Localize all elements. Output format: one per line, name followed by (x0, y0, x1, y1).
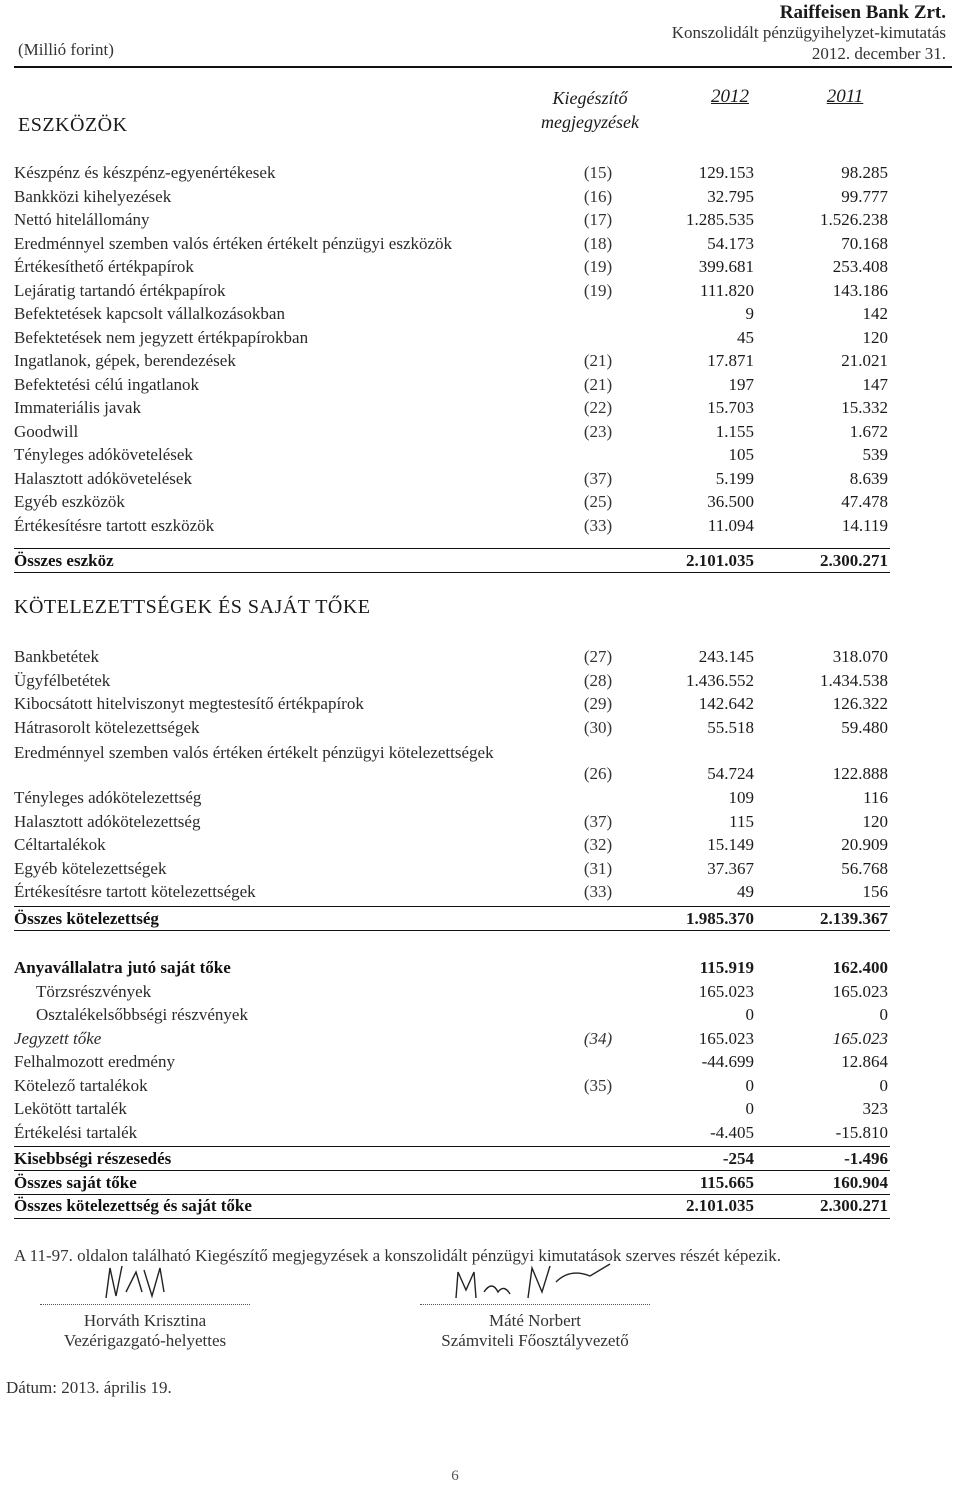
liability-row (14, 668, 894, 692)
row-label: Értékesítésre tartott eszközök (14, 515, 215, 535)
equity-row (14, 1002, 894, 1026)
asset-row (14, 325, 894, 349)
value-2012: 399.681 (698, 257, 754, 276)
row-label: Lejáratig tartandó értékpapírok (14, 280, 226, 300)
value-2012: 37.367 (707, 858, 754, 878)
value-2012: 109 (728, 788, 754, 807)
document-date: Dátum: 2013. április 19. (6, 1378, 172, 1397)
row-label: Jegyzett tőke (14, 1028, 102, 1048)
row-label: Egyéb eszközök (14, 492, 125, 511)
value-2011: 122.888 (832, 764, 888, 783)
value-2012: -4.405 (710, 1122, 754, 1142)
row-label: Immateriális javak (14, 398, 141, 417)
value-2011: 21.021 (841, 351, 888, 370)
value-2012: 1.285.535 (686, 210, 754, 229)
asset-row (14, 254, 894, 278)
value-2012: 55.518 (707, 717, 754, 737)
value-2012: 17.871 (707, 351, 754, 370)
equity-row (14, 1096, 894, 1120)
value-2011: 8.639 (849, 468, 888, 488)
liability-row (14, 738, 894, 785)
assets-total-rule-top (14, 548, 890, 549)
row-label: Eredménnyel szemben valós értéken értékelt pénzügyi eszközök (14, 233, 453, 253)
value-2012: 197 (728, 374, 754, 394)
value-2012: 15.149 (707, 835, 754, 854)
value-2012: 165.023 (698, 1028, 754, 1048)
value-2012: 36.500 (707, 492, 754, 511)
row-label: Hátrasorolt kötelezettségek (14, 717, 200, 737)
row-note: (25) (583, 492, 613, 511)
value-2011: 116 (863, 788, 888, 807)
liabilities-total-rule-bottom (14, 930, 890, 931)
value-2011: 70.168 (841, 233, 888, 253)
value-2012: 105 (728, 445, 754, 464)
value-2012: 5.199 (715, 468, 754, 488)
asset-row (14, 442, 894, 466)
value-2011: 1.526.238 (820, 210, 888, 229)
notes-column-header: Kiegészítő megjegyzések (541, 88, 639, 132)
row-label: Osztalékelsőbbségi részvények (36, 1005, 248, 1024)
row-label: Tényleges adókötelezettség (14, 788, 202, 807)
row-label: Egyéb kötelezettségek (14, 858, 167, 878)
asset-row (14, 184, 894, 208)
row-label: Anyavállalatra jutó saját tőke (14, 958, 231, 977)
column-header (0, 86, 960, 138)
liability-row (14, 879, 894, 903)
asset-row (14, 348, 894, 372)
row-note: (16) (583, 186, 613, 206)
asset-row (14, 489, 894, 513)
liabilities-section-title: KÖTELEZETTSÉGEK ÉS SAJÁT TŐKE (14, 596, 371, 618)
value-2012: 1.436.552 (686, 670, 754, 690)
equity-row (14, 1049, 894, 1073)
liabilities-table (14, 644, 894, 903)
value-2012: 11.094 (707, 515, 754, 535)
value-2012: 165.023 (698, 981, 754, 1001)
value-2012: 9 (745, 304, 754, 323)
row-label: Befektetési célú ingatlanok (14, 374, 200, 394)
asset-row (14, 301, 894, 325)
row-note: (19) (583, 257, 613, 276)
asset-row (14, 372, 894, 396)
minority-rule (14, 1146, 890, 1147)
row-label: Törzsrészvények (36, 981, 152, 1001)
row-note: (37) (583, 468, 613, 488)
row-label: Céltartalékok (14, 835, 106, 854)
currency-unit: (Millió forint) (18, 40, 114, 59)
signatory-2-name: Máté Norbert (488, 1311, 582, 1330)
equity-row (14, 955, 894, 979)
value-2012: -44.699 (701, 1052, 754, 1071)
row-note: (34) (583, 1028, 613, 1048)
asset-row (14, 278, 894, 302)
row-note: (32) (583, 835, 613, 854)
row-note: (26) (583, 764, 613, 783)
value-2012: 115 (729, 811, 754, 831)
value-2011: 12.864 (841, 1052, 888, 1071)
value-2011: 59.480 (841, 717, 888, 737)
row-label: Lekötött tartalék (14, 1099, 127, 1118)
row-note: (21) (583, 374, 613, 394)
liabilities-total-block (14, 906, 894, 930)
assets-table (14, 160, 894, 536)
minority-interest-row: Kisebbségi részesedés -254 -1.496 (14, 1149, 888, 1168)
signatory-2-title: Számviteli Főosztályvezető (441, 1331, 629, 1350)
assets-total-rule-bottom (14, 572, 890, 573)
value-2011: 98.285 (841, 163, 888, 182)
assets-section-title: ESZKÖZÖK (18, 114, 128, 136)
value-2012: 0 (745, 1075, 754, 1095)
value-2011: 323 (862, 1099, 888, 1118)
liability-row (14, 691, 894, 715)
asset-row (14, 419, 894, 443)
assets-total-block (14, 548, 894, 572)
handwritten-signature-2 (420, 1262, 650, 1302)
value-2011: 253.408 (832, 257, 888, 276)
value-2011: 156 (862, 882, 888, 901)
value-2011: 162.400 (832, 958, 888, 977)
row-label: Eredménnyel szemben valós értéken értékelt pénzügyi kötelezettségek (14, 743, 494, 762)
value-2011: 99.777 (841, 186, 888, 206)
handwritten-signature-1 (40, 1262, 250, 1302)
row-note: (31) (583, 858, 613, 878)
value-2011: 120 (862, 327, 888, 347)
value-2011: 539 (862, 445, 888, 464)
row-label: Nettó hitelállomány (14, 210, 150, 229)
row-label: Bankközi kihelyezések (14, 186, 172, 206)
row-note: (21) (583, 351, 613, 370)
row-label: Kibocsátott hitelviszonyt megtestesítő értékpapírok (14, 694, 364, 713)
year-2011-header: 2011 (826, 86, 864, 107)
value-2011: 20.909 (841, 835, 888, 854)
liability-row (14, 785, 894, 809)
row-label: Halasztott adókötelezettség (14, 811, 201, 831)
row-label: Felhalmozott eredmény (14, 1052, 175, 1071)
liabilities-total-row: Összes kötelezettség 1.985.370 2.139.367 (14, 909, 888, 928)
row-note: (18) (583, 233, 613, 253)
row-label: Ügyfélbetétek (14, 670, 111, 690)
grand-total-row: Összes kötelezettség és saját tőke 2.101.035 2.300.271 (14, 1196, 888, 1215)
value-2012: 32.795 (707, 186, 754, 206)
row-note: (30) (583, 717, 613, 737)
grand-total-rule-bottom (14, 1218, 890, 1219)
row-note: (28) (583, 670, 613, 690)
liability-row (14, 644, 894, 668)
row-label: Készpénz és készpénz-egyenértékesek (14, 163, 276, 182)
equity-totals-block (14, 1146, 894, 1217)
equity-total-rule (14, 1170, 890, 1171)
row-label: Értékelési tartalék (14, 1122, 138, 1142)
asset-row (14, 466, 894, 490)
signature-block-2 (420, 1262, 650, 1362)
liability-row (14, 832, 894, 856)
row-label: Halasztott adókövetelések (14, 468, 192, 488)
asset-row (14, 231, 894, 255)
equity-row (14, 1073, 894, 1097)
liabilities-total-rule-top (14, 906, 890, 907)
value-2012: 1.155 (715, 421, 754, 441)
signature-block-1 (40, 1262, 250, 1362)
value-2011: -15.810 (835, 1122, 888, 1142)
value-2011: 126.322 (832, 694, 888, 713)
year-2012-header: 2012 (711, 86, 749, 107)
document-header (0, 0, 960, 70)
page-number: 6 (451, 1468, 459, 1484)
row-note: (33) (583, 882, 613, 901)
row-note: (17) (583, 210, 613, 229)
value-2011: 1.434.538 (820, 670, 888, 690)
value-2011: 318.070 (832, 647, 888, 666)
row-note: (23) (583, 421, 613, 441)
liability-row (14, 809, 894, 833)
equity-total-row: Összes saját tőke 115.665 160.904 (14, 1172, 888, 1192)
row-note: (35) (583, 1075, 613, 1095)
signatory-1-title: Vezérigazgató-helyettes (63, 1331, 227, 1350)
row-label: Ingatlanok, gépek, berendezések (14, 351, 236, 370)
value-2012: 49 (737, 882, 754, 901)
value-2011: 56.768 (841, 858, 888, 878)
value-2011: 0 (879, 1005, 888, 1024)
value-2012: 15.703 (707, 398, 754, 417)
equity-row (14, 1120, 894, 1144)
row-label: Kötelező tartalékok (14, 1075, 148, 1095)
value-2012: 54.724 (707, 764, 754, 783)
row-label: Befektetések nem jegyzett értékpapírokban (14, 327, 309, 347)
statement-date: 2012. december 31. (811, 44, 946, 63)
signatory-1-name: Horváth Krisztina (83, 1311, 207, 1330)
assets-total-row: Összes eszköz 2.101.035 2.300.271 (14, 551, 888, 570)
value-2012: 54.173 (707, 233, 754, 253)
asset-row (14, 207, 894, 231)
value-2012: 129.153 (698, 163, 754, 182)
header-rule (14, 66, 952, 68)
asset-row (14, 160, 894, 184)
row-label: Goodwill (14, 421, 79, 441)
value-2012: 45 (737, 327, 754, 347)
row-note: (37) (583, 811, 613, 831)
value-2011: 15.332 (841, 398, 888, 417)
row-label: Bankbetétek (14, 647, 99, 666)
row-note: (29) (583, 694, 613, 713)
asset-row (14, 513, 894, 537)
bank-name: Raiffeisen Bank Zrt. (779, 2, 946, 23)
equity-table (14, 955, 894, 1143)
grand-total-rule-top (14, 1194, 890, 1195)
value-2011: 47.478 (841, 492, 888, 511)
value-2011: 120 (862, 811, 888, 831)
value-2011: 14.119 (841, 515, 888, 535)
row-label: Értékesítésre tartott kötelezettségek (14, 882, 256, 901)
row-note: (33) (583, 515, 613, 535)
value-2011: 1.672 (849, 421, 888, 441)
value-2011: 143.186 (832, 280, 888, 300)
statement-title: Konszolidált pénzügyihelyzet-kimutatás (671, 23, 946, 42)
value-2012: 111.820 (700, 280, 754, 300)
equity-row (14, 1026, 894, 1050)
value-2012: 243.145 (698, 647, 754, 666)
row-note: (22) (583, 398, 613, 417)
value-2011: 165.023 (832, 981, 888, 1001)
footnote: A 11-97. oldalon található Kiegészítő megjegyzések a konszolidált pénzügyi kimutatások szerves részét képezik. (14, 1246, 781, 1265)
value-2012: 142.642 (698, 694, 754, 713)
value-2011: 165.023 (832, 1028, 888, 1048)
liability-row (14, 856, 894, 880)
equity-row (14, 979, 894, 1003)
row-label: Tényleges adókövetelések (14, 445, 193, 464)
liability-row (14, 715, 894, 739)
value-2011: 147 (862, 374, 888, 394)
value-2011: 0 (879, 1075, 888, 1095)
asset-row (14, 395, 894, 419)
row-note: (15) (583, 163, 613, 182)
value-2012: 0 (745, 1099, 754, 1118)
value-2011: 142 (862, 304, 888, 323)
value-2012: 0 (745, 1005, 754, 1024)
row-note: (27) (583, 647, 613, 666)
row-label: Értékesíthető értékpapírok (14, 257, 194, 276)
row-note: (19) (583, 280, 613, 300)
row-label: Befektetések kapcsolt vállalkozásokban (14, 304, 285, 323)
value-2012: 115.919 (699, 958, 754, 977)
